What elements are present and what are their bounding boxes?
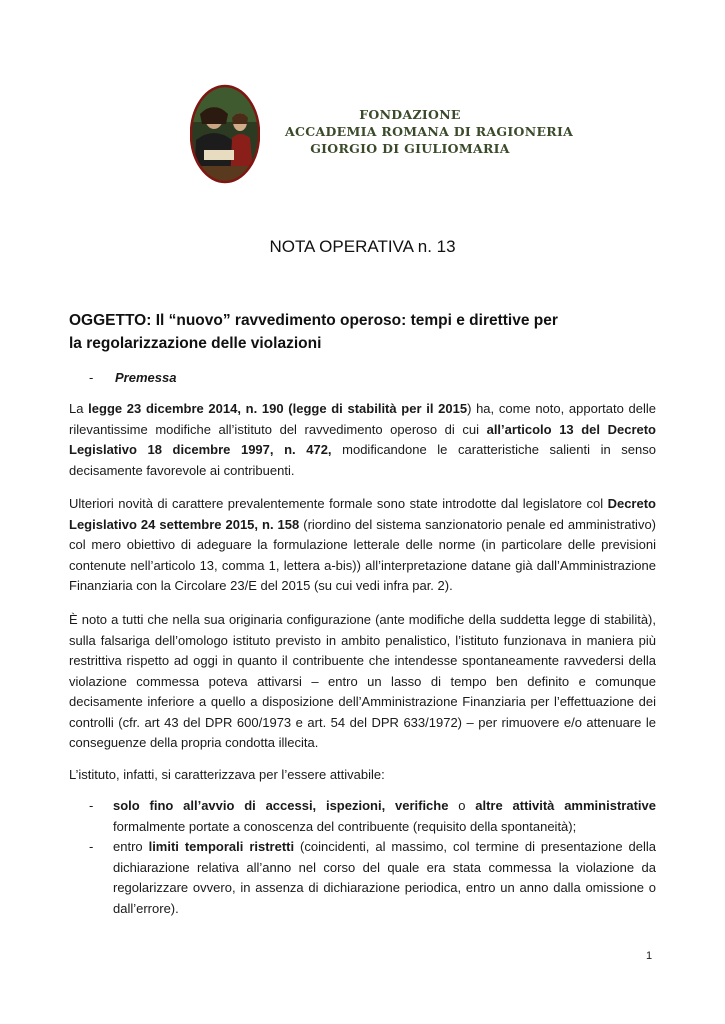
list-item — [89, 796, 656, 837]
bold-run: limiti temporali ristretti — [148, 839, 295, 854]
paragraph-2 — [69, 494, 656, 597]
section-premessa — [89, 370, 176, 385]
section-label: Premessa — [115, 370, 177, 385]
bold-run: altre attività amministrative — [475, 798, 656, 813]
text-run: entro — [113, 839, 149, 854]
text-run: La — [69, 401, 89, 416]
text-run: modificandone le caratteristiche salienti in senso decisamente favorevole ai contribuenti. — [69, 442, 656, 478]
text-run: (riordino del sistema sanzionatorio penale ed amministrativo) col mero obiettivo di adeguare la formulazione letterale delle norme (in particolare delle previsioni contenute nell’articolo 13, comma 1, lettera a-bis)) all’interpretazione datane già dall’Amministrazione Finanziaria con la Circolare 23/E del 2015 (su cui vedi infra par. 2). — [69, 516, 656, 593]
logo-line-3: GIORGIO DI GIULIOMARIA — [310, 141, 510, 156]
bold-run: legge 23 dicembre 2014, n. 190 (legge di stabilità per il 2015 — [88, 401, 468, 416]
foundation-logo — [190, 84, 574, 184]
bold-run: all’articolo 13 del Decreto Legislativo 18 dicembre 1997, n. 472, — [69, 421, 657, 457]
portrait-seal-icon — [190, 84, 260, 184]
list-dash: - — [89, 798, 94, 813]
subject-heading: OGGETTO: Il “nuovo” ravvedimento operoso: tempi e direttive per la regolarizzazione delle violazioni — [69, 312, 558, 352]
bold-run: Decreto Legislativo 24 settembre 2015, n. 158 — [69, 496, 656, 532]
foundation-name — [285, 106, 574, 157]
bullet-list — [89, 796, 656, 919]
text-run: (coincidenti, al massimo, col termine di presentazione della dichiarazione relativa all’anno nel corso del quale era stata commessa la violazione da regolarizzare ovvero, in assenza di dichiarazione periodica, entro un anno dalla omissione o dall’errore). — [113, 839, 656, 916]
text-run: formalmente portate a conoscenza del contribuente (requisito della spontaneità); — [113, 818, 577, 834]
document-title: NOTA OPERATIVA n. 13 — [269, 237, 456, 256]
paragraph-4: L’istituto, infatti, si caratterizzava per l’essere attivabile: — [69, 767, 385, 782]
text-run: Ulteriori novità di carattere prevalentemente formale sono state introdotte dal legislatore col — [69, 496, 608, 511]
paragraph-1 — [69, 399, 656, 481]
text-run: ) ha, come noto, apportato delle rilevantissime modifiche all’istituto del ravvedimento operoso di cui — [69, 401, 657, 437]
logo-line-2: ACCADEMIA ROMANA DI RAGIONERIA — [285, 124, 574, 139]
page-number: 1 — [646, 950, 653, 962]
list-item — [89, 837, 656, 919]
text-run: o — [448, 798, 476, 813]
paragraph-3: È noto a tutti che nella sua originaria configurazione (ante modifiche della suddetta legge di stabilità), sulla falsariga dell’omologo istituto previsto in ambito penalistico, l’istituto funzionava in maniera più restrittiva rispetto ad oggi in quanto il contribuente che intendesse spontaneamente ravvedersi della violazione commessa poteva attivarsi – entro un lasso di tempo ben definito e comunque decisamente inferiore a quello a disposizione dell’Amministrazione Finanziaria per l’effettuazione dei controlli (cfr. art 43 del DPR 600/1973 e art. 54 del DPR 633/1972) – per rimuovere e/o attenuare le conseguenze della propria condotta illecita. — [69, 612, 656, 750]
bold-run: solo fino all’avvio di accessi, ispezioni, verifiche — [113, 798, 449, 813]
list-dash: - — [89, 370, 94, 385]
logo-line-1: FONDAZIONE — [359, 107, 461, 122]
list-dash: - — [89, 839, 94, 854]
